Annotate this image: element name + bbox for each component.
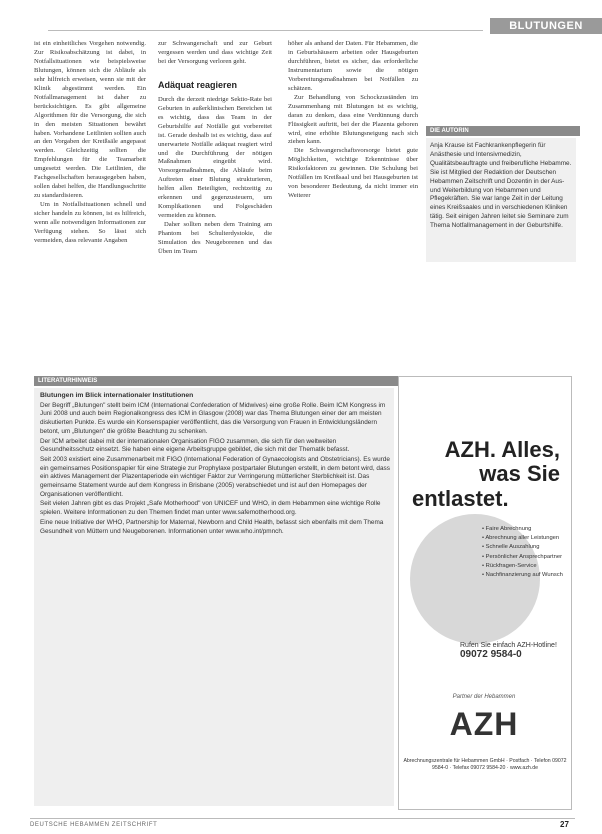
paragraph: höher als anhand der Daten. Für Hebammen, die in Geburtshäusern arbeiten oder Hausgeburten durchführen, bietet es sicher, das erforderliche Instrumentarium sowie die nötigen Vorbereitungsmaßnahmen bei Notfällen zu schätzen. xyxy=(288,40,418,92)
literature-heading: Blutungen im Blick internationaler Institutionen xyxy=(40,392,194,399)
ad-logo-tagline: Partner der Hebammen xyxy=(452,694,516,700)
ad-headline-line-1: AZH. Alles, xyxy=(444,437,560,462)
paragraph: Die Schwangerschaftsvorsorge bietet gute Möglichkeiten, wichtige Erkenntnisse über Risikofaktoren zu gewinnen. Die Schulung bei Notfällen im Kreißsaal und bei Hausgeburten ist von besonderer Bedeutung, da nicht immer ein Weiterer xyxy=(288,147,418,200)
ad-headline xyxy=(412,438,560,486)
ad-hotline-number: 09072 9584-0 xyxy=(460,648,522,660)
footer-rule xyxy=(30,818,575,819)
paragraph: Der ICM arbeitet dabei mit der internationalen Organisation FIGO zusammen, die sich für den weltweiten Gesundheitsschutz einsetzt. Sie haben eine eigene Arbeitsgruppe gebildet, die sich mit der Thematik befasst. xyxy=(40,437,350,454)
header-rule xyxy=(48,30,483,31)
footer-publication: DEUTSCHE HEBAMMEN ZEITSCHRIFT xyxy=(30,822,158,828)
ad-hotline-label: Rufen Sie einfach AZH-Hotline! xyxy=(460,642,557,649)
ad-feature: • Persönlicher Ansprechpartner xyxy=(482,553,563,560)
ad-footer: Abrechnungszentrale für Hebammen GmbH · Postfach · Telefon 09072 9584-0 · Telefax 09072 9584-20 · www.azh.de xyxy=(403,758,567,771)
section-tag: BLUTUNGEN xyxy=(490,18,602,34)
ad-feature: • Abrechnung aller Leistungen xyxy=(482,535,560,542)
paragraph: Um in Notfallsituationen schnell und sicher handeln zu können, ist es hilfreich, wenn alle notwendigen Informationen zur Verfügung stehen. So lässt sich vermeiden, dass relevante Angaben xyxy=(34,201,146,244)
ad-headline-line-2: was Sie xyxy=(479,461,560,486)
ad-feature: • Schnelle Auszahlung xyxy=(482,544,540,551)
ad-feature-list xyxy=(482,526,566,581)
text-column-3 xyxy=(288,40,418,201)
paragraph: Seit vielen Jahren gibt es das Projekt „Safe Motherhood" von UNICEF und WHO, in dem Hebammen eine wichtige Rolle spielen. Weitere Informationen zu den Themen findet man unter www.safemotherhood.org. xyxy=(40,500,381,517)
paragraph: Seit 2003 existiert eine Zusammenarbeit mit FIGO (International Federation of Gynaecologists and Obstetricians). Es wurde ein gemeinsames Positionspapier für eine Strategie zur Prophylaxe postpartaler Blutungen erstellt, in dem betont wird, dass ein aktives Management der Plazentaperiode ein wichtiger Faktor zur Verringerung mütterlicher Sterblichkeit ist. Das gemeinsame Statement wurde auf dem Kongress in Brisbane (2005) verabschiedet und ist auf den Homepages der Organisationen veröffentlicht. xyxy=(40,455,390,498)
author-bio: Anja Krause ist Fachkrankenpflegerin für Anästhesie und Intensivmedizin, Qualitätsbeauftragte und freiberufliche Hebamme. Sie ist Mitglied der Redaktion der Deutschen Hebammen Zeitschrift und Dozentin in der Aus- und Weiterbildung von Hebammen und Pflegekräften. Sie war lange Zeit in der Leitung eines Kreißsaales und in verschiedenen Kliniken tätig. Seit einigen Jahren leitet sie Seminare zum Thema Notfallmanagement in der Geburtshilfe. xyxy=(430,142,572,230)
paragraph: Durch die derzeit niedrige Sektio-Rate bei Geburten in außerklinischen Bereichen ist es wichtig, dass das Team in der Geburtshilfe auf Notfälle gut vorbereitet ist. Gerade deshalb ist es wichtig, dass auf unerwartete Notfälle adäquat reagiert wird und die Durchführung der nötigen Maßnahmen eingeübt wird. Vorsorgemaßnahmen, die Abläufe beim Auftreten einer Blutung strukturieren, helfen allen Beteiligten, rechtzeitig zu erkennen und gegenzusteuern, um Komplikationen und Folgeschäden vermeiden zu können. xyxy=(158,95,272,220)
page-number: 27 xyxy=(560,820,569,829)
ad-headline-line-3: entlastet. xyxy=(412,486,509,511)
author-box-title: DIE AUTORIN xyxy=(426,126,580,136)
literature-text xyxy=(40,392,390,537)
ad-feature: • Rückfragen-Service xyxy=(482,562,537,569)
ad-feature: • Faire Abrechnung xyxy=(482,526,532,532)
paragraph: Daher sollten neben dem Training am Phantom bei Schulterdystokie, die Simulation des Neugeborenen und das Üben im Team xyxy=(158,221,272,256)
text-column-2 xyxy=(158,40,272,257)
text-column-1 xyxy=(34,40,146,246)
paragraph: Zur Behandlung von Schockzuständen im Zusammenhang mit Blutungen ist es wichtig, daran zu denken, dass eine Verdünnung durch Flüssigkeit auftritt, bei der die Plazenta geboren wird, eine erhöhte Blutungsneigung nach sich ziehen kann. xyxy=(288,93,418,146)
ad-hotline xyxy=(460,642,564,659)
section-heading: Adäquat reagieren xyxy=(158,79,238,90)
paragraph: ist ein einheitliches Vorgehen notwendig. Zur Risikoabschätzung ist dabei, in Notfallsituationen wie beispielsweise Blutungen, können sich die Abläufe als sehr hilfreich erweisen, wenn sie mit der Klinik abgestimmt werden. Ein Notfallmanagement ist daher zu berücksichtigen. Es gibt allgemeine Algorithmen für die Versorgung, die sich in den meisten Situationen bewährt haben. Vorhandene Leitlinien sollten auch an den Vorgaben der Kreißsäle angepasst werden. Gleichzeitig sollten die Empfehlungen für die Teamarbeit umgesetzt werden. Die Leitlinien, die Fachgesellschaften herausgegeben haben, sollen dabei helfen, die Handlungsschritte zu standardisieren. xyxy=(34,40,146,200)
ad-logo: AZH xyxy=(449,706,519,742)
literature-box-title: LITERATURHINWEIS xyxy=(34,376,398,386)
author-box xyxy=(426,138,576,262)
paragraph: zur Schwangerschaft und zur Geburt vergessen werden und dass wichtige Zeit bei der Versorgung verloren geht. xyxy=(158,40,272,65)
paragraph: Eine neue Initiative der WHO, Partnership for Maternal, Newborn and Child Health, befasst sich ebenfalls mit dem Thema Gesundheit von Müttern und Neugeborenen. Informationen unter www.who.int/pmnch. xyxy=(40,518,384,535)
ad-feature: • Nachfinanzierung auf Wunsch xyxy=(482,572,563,579)
paragraph: Der Begriff „Blutungen" stellt beim ICM (International Confederation of Midwives) eine große Rolle. Beim ICM Kongress im Juni 2008 und auch beim Regionalkongress des ICM in Glasgow (2008) war das Thema Blutungen einer der am meisten diskutierten Punkte. Es wurde ein Konsenspapier veröffentlicht, das die Versorgung von Frauen in Entwicklungsländern betont, um „Blutungen" die größte Beachtung zu schenken. xyxy=(40,401,386,435)
